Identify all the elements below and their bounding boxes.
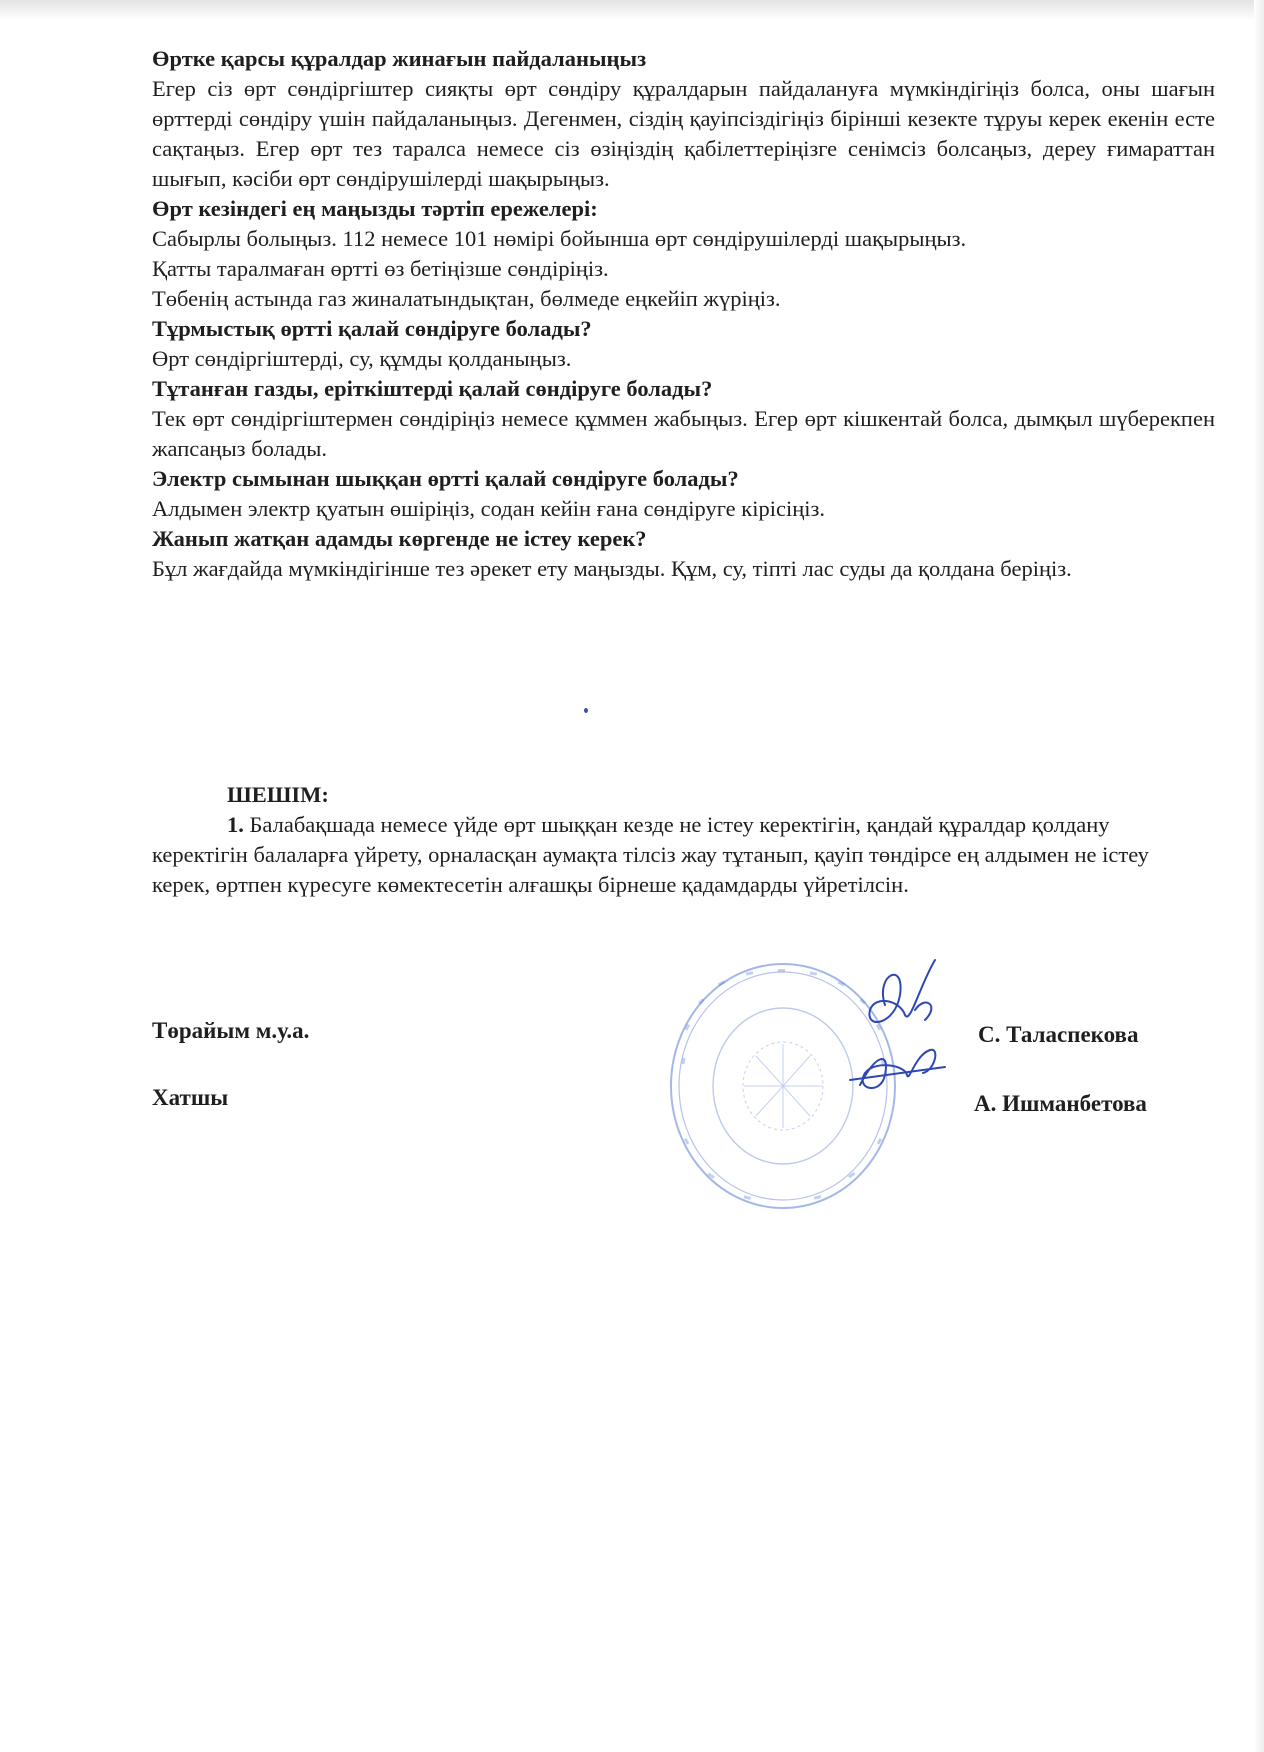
secretary-role: Хатшы bbox=[152, 1085, 229, 1110]
rule-line: Сабырлы болыңыз. 112 немесе 101 нөмірі бойынша өрт сөндірушілерді шақырыңыз. bbox=[152, 226, 967, 251]
section-heading-electrical-fire: Электр сымынан шыққан өртті қалай сөндіруге болады? bbox=[152, 466, 739, 491]
section-text-gas-fire: Тек өрт сөндіргіштермен сөндіріңіз немесе құммен жабыңыз. Егер өрт кішкентай болса, дымқыл шүберекпен жапсаңыз болады. bbox=[152, 406, 1215, 461]
section-text-household-fire: Өрт сөндіргіштерді, су, құмды қолданыңыз. bbox=[152, 346, 572, 371]
section-heading-burning-person: Жанып жатқан адамды көргенде не істеу керек? bbox=[152, 526, 647, 551]
rule-line: Төбенің астында газ жиналатындықтан, бөлмеде еңкейіп жүріңіз. bbox=[152, 286, 781, 311]
rule-line: Қатты таралмаған өртті өз бетіңізше сөндіріңіз. bbox=[152, 256, 609, 281]
document-body bbox=[152, 44, 1215, 584]
section-text-extinguishers: Егер сіз өрт сөндіргіштер сияқты өрт сөндіру құралдарын пайдалануға мүмкіндігіңіз болса, оны шағын өрттерді сөндіру үшін пайдаланыңыз. Дегенмен, сіздің қауіпсіздігіңіз бірінші кезекте тұруы керек екенін есте сақтаңыз. Егер өрт тез таралса немесе сіз өзіңіздің қабілеттеріңізге сенімсіз болсаңыз, дереу ғимараттан шығып, кәсіби өрт сөндірушілерді шақырыңыз. bbox=[152, 76, 1215, 191]
section-text-burning-person: Бұл жағдайда мүмкіндігінше тез әрекет ету маңызды. Құм, су, тіпті лас суды да қолдана беріңіз. bbox=[152, 556, 1072, 581]
ink-speck bbox=[584, 708, 588, 713]
chair-name: С. Таласпекова bbox=[978, 1022, 1139, 1047]
section-heading-household-fire: Тұрмыстық өртті қалай сөндіруге болады? bbox=[152, 316, 592, 341]
decision-item-number: 1. bbox=[227, 812, 244, 837]
secretary-name: А. Ишманбетова bbox=[974, 1091, 1147, 1116]
chair-role: Төрайым м.у.а. bbox=[152, 1018, 310, 1043]
section-heading-rules: Өрт кезіндегі ең маңызды тәртіп ережелері: bbox=[152, 196, 598, 221]
decision-item bbox=[152, 810, 1182, 900]
section-heading-gas-fire: Тұтанған газды, еріткіштерді қалай сөндіруге болады? bbox=[152, 376, 713, 401]
section-text-electrical-fire: Алдымен электр қуатын өшіріңіз, содан кейін ғана сөндіруге кірісіңіз. bbox=[152, 496, 826, 521]
section-heading-extinguishers: Өртке қарсы құралдар жинағын пайдаланыңыз bbox=[152, 46, 647, 71]
decision-item-text: Балабақшада немесе үйде өрт шыққан кезде не істеу керектігін, қандай құралдар қолдану керектігін балаларға үйрету, орналасқан аумақта тілсіз жау тұтанып, қауіп төндірсе ең алдымен не істеу керек, өртпен күресуге көмектесетін алғашқы бірнеше қадамдарды үйретілсін. bbox=[152, 812, 1149, 897]
decision-block bbox=[152, 780, 1182, 900]
scan-top-edge bbox=[0, 0, 1264, 20]
signature-icon bbox=[845, 955, 955, 1125]
scan-right-edge bbox=[1254, 0, 1264, 1752]
decision-title: ШЕШІМ: bbox=[227, 782, 329, 807]
